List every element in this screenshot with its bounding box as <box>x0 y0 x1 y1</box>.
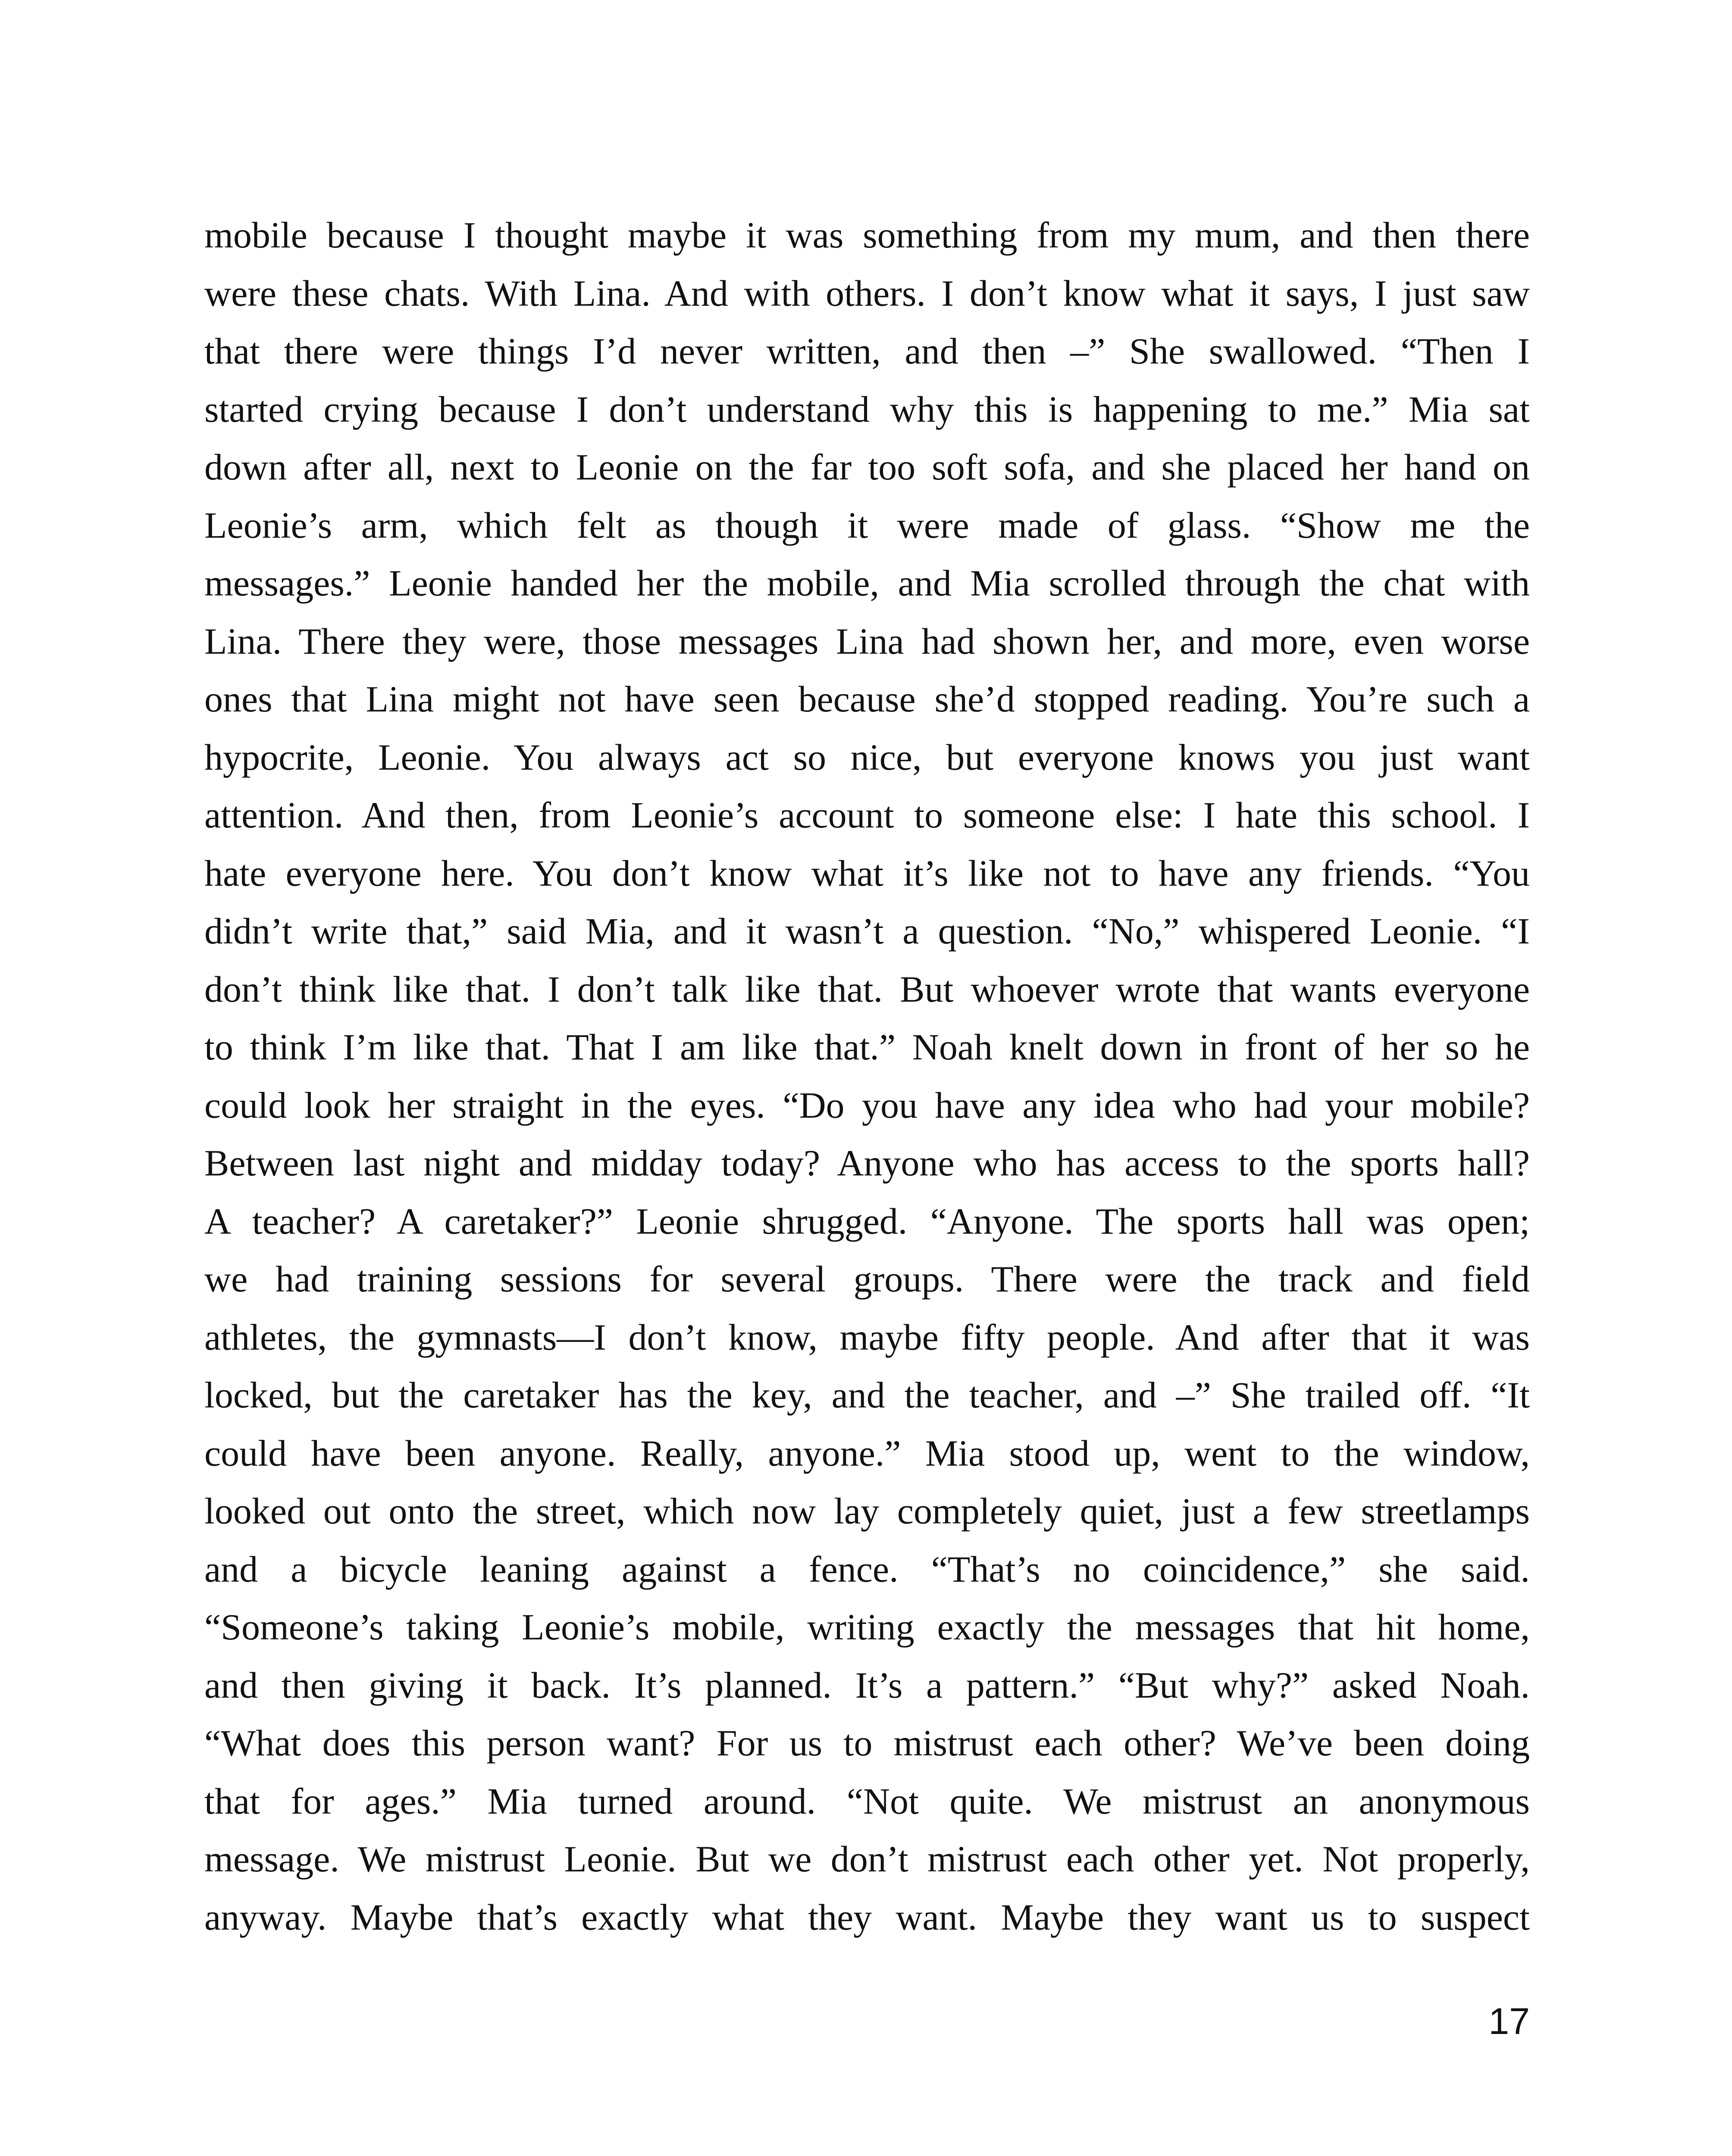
text-line: “What does this person want? For us to mistrust each other? We’ve been doing <box>204 1722 1530 1764</box>
body-text <box>204 206 1530 1946</box>
text-line: could look her straight in the eyes. “Do you have any idea who had your mobile? <box>204 1084 1530 1126</box>
text-line: attention. And then, from Leonie’s account to someone else: I hate this school. I <box>204 794 1530 836</box>
text-line: hypocrite, Leonie. You always act so nice, but everyone knows you just want <box>204 736 1530 778</box>
text-line: were these chats. With Lina. And with others. I don’t know what it says, I just saw <box>204 272 1530 314</box>
text-line: that there were things I’d never written, and then –” She swallowed. “Then I <box>204 330 1530 372</box>
text-line: messages.” Leonie handed her the mobile, and Mia scrolled through the chat with <box>204 562 1530 604</box>
text-line: athletes, the gymnasts—I don’t know, maybe fifty people. And after that it was <box>204 1316 1530 1358</box>
text-line: and then giving it back. It’s planned. It’s a pattern.” “But why?” asked Noah. <box>204 1664 1530 1706</box>
text-line: could have been anyone. Really, anyone.” Mia stood up, went to the window, <box>204 1432 1530 1474</box>
text-line: hate everyone here. You don’t know what it’s like not to have any friends. “You <box>204 852 1530 894</box>
text-line: we had training sessions for several groups. There were the track and field <box>204 1258 1530 1300</box>
text-line: Leonie’s arm, which felt as though it were made of glass. “Show me the <box>204 504 1530 546</box>
text-line: locked, but the caretaker has the key, and the teacher, and –” She trailed off. “It <box>204 1374 1530 1416</box>
text-line: “Someone’s taking Leonie’s mobile, writing exactly the messages that hit home, <box>204 1606 1530 1648</box>
text-line: didn’t write that,” said Mia, and it wasn’t a question. “No,” whispered Leonie. “I <box>204 910 1530 952</box>
text-line: ones that Lina might not have seen because she’d stopped reading. You’re such a <box>204 678 1530 720</box>
text-line: that for ages.” Mia turned around. “Not quite. We mistrust an anonymous <box>204 1780 1530 1822</box>
text-line: anyway. Maybe that’s exactly what they want. Maybe they want us to suspect <box>204 1896 1530 1938</box>
text-line: to think I’m like that. That I am like that.” Noah knelt down in front of her so he <box>204 1026 1530 1068</box>
text-line: down after all, next to Leonie on the far too soft sofa, and she placed her hand on <box>204 446 1530 488</box>
text-line: and a bicycle leaning against a fence. “That’s no coincidence,” she said. <box>204 1548 1530 1590</box>
text-line: Between last night and midday today? Anyone who has access to the sports hall? <box>204 1142 1530 1184</box>
text-line: message. We mistrust Leonie. But we don’t mistrust each other yet. Not properly, <box>204 1838 1530 1880</box>
text-line: looked out onto the street, which now lay completely quiet, just a few streetlamps <box>204 1490 1530 1532</box>
text-line: A teacher? A caretaker?” Leonie shrugged. “Anyone. The sports hall was open; <box>204 1200 1530 1242</box>
text-line: started crying because I don’t understand why this is happening to me.” Mia sat <box>204 388 1530 430</box>
page-number: 17 <box>1488 2001 1530 2042</box>
text-line: Lina. There they were, those messages Lina had shown her, and more, even worse <box>204 620 1530 662</box>
text-line: mobile because I thought maybe it was something from my mum, and then there <box>204 214 1530 256</box>
text-line: don’t think like that. I don’t talk like that. But whoever wrote that wants everyone <box>204 968 1530 1010</box>
